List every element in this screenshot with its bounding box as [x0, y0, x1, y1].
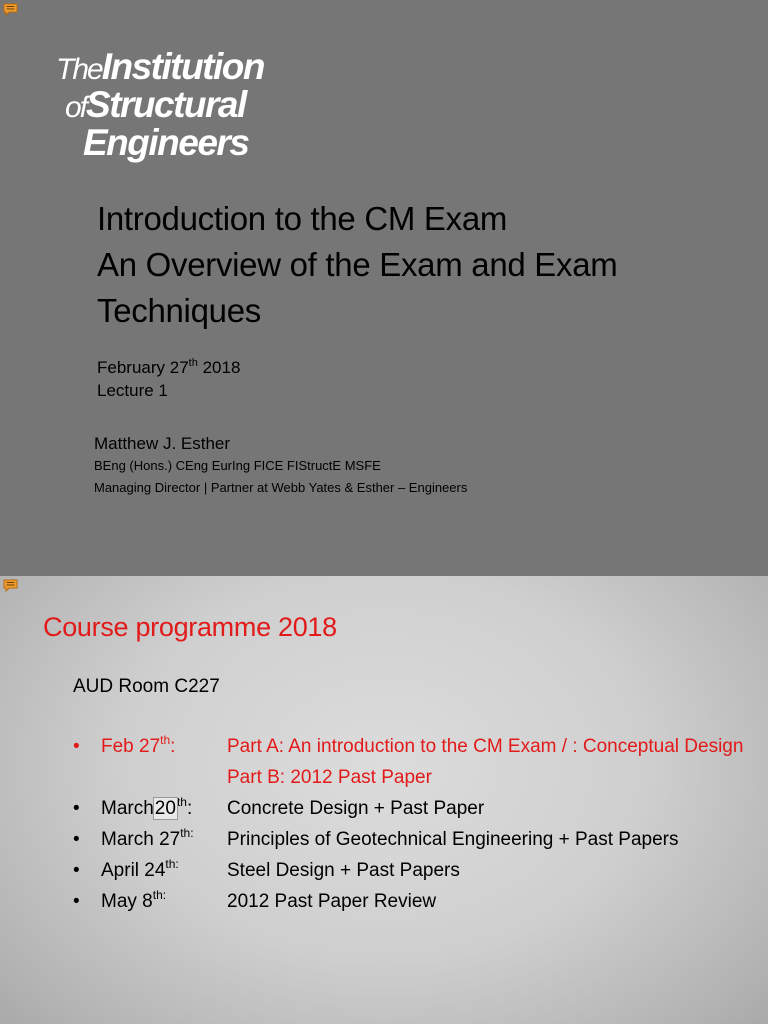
- session-topic: 2012 Past Paper Review: [227, 891, 437, 912]
- presenter-qualifications: BEng (Hons.) CEng EurIng FICE FIStructE MSFE: [94, 458, 381, 473]
- room-label: AUD Room C227: [73, 676, 220, 697]
- programme-title: Course programme 2018: [43, 612, 337, 642]
- speaker-notes-icon[interactable]: [3, 3, 18, 16]
- presenter-role: Managing Director | Partner at Webb Yates & Esther – Engineers: [94, 480, 468, 495]
- session-date: April $24^{th:}$: [101, 857, 179, 881]
- session-topic: Steel Design + Past Papers: [227, 860, 460, 881]
- session-date: March $27^{th:}$: [101, 826, 194, 850]
- highlighted-date-box: 20: [154, 798, 176, 819]
- logo-word-the: The: [56, 53, 102, 86]
- session-date: March20th:: [101, 795, 193, 819]
- lecture-number: Lecture 1: [97, 381, 168, 400]
- title-line: Techniques: [97, 292, 261, 329]
- lecture-date-block: [97, 356, 240, 402]
- logo-word-institution: Institution: [101, 46, 264, 87]
- logo-word-engineers: Engineers: [83, 122, 249, 163]
- lecture-date: February 27th 2018: [97, 357, 241, 377]
- session-date: May $8^{th:}$: [101, 888, 167, 912]
- session-date: Feb 27th:: [101, 733, 176, 757]
- title-line: An Overview of the Exam and Exam: [97, 246, 618, 283]
- presenter-info: [94, 433, 467, 499]
- presenter-name: Matthew J. Esther: [94, 434, 231, 453]
- slide-title: [97, 196, 617, 334]
- title-line: Introduction to the CM Exam: [97, 200, 508, 237]
- logo-word-structural: Structural: [86, 84, 246, 125]
- session-topic: Concrete Design + Past Paper: [227, 798, 485, 819]
- session-topic: Principles of Geotechnical Engineering + Past Papers: [227, 829, 679, 850]
- logo-word-of: of: [65, 91, 87, 124]
- session-topic: Part A: An introduction to the CM Exam / : Conceptual Design: [227, 736, 744, 757]
- speaker-notes-icon[interactable]: [3, 579, 18, 592]
- session-topic: Part B: 2012 Past Paper: [227, 767, 432, 788]
